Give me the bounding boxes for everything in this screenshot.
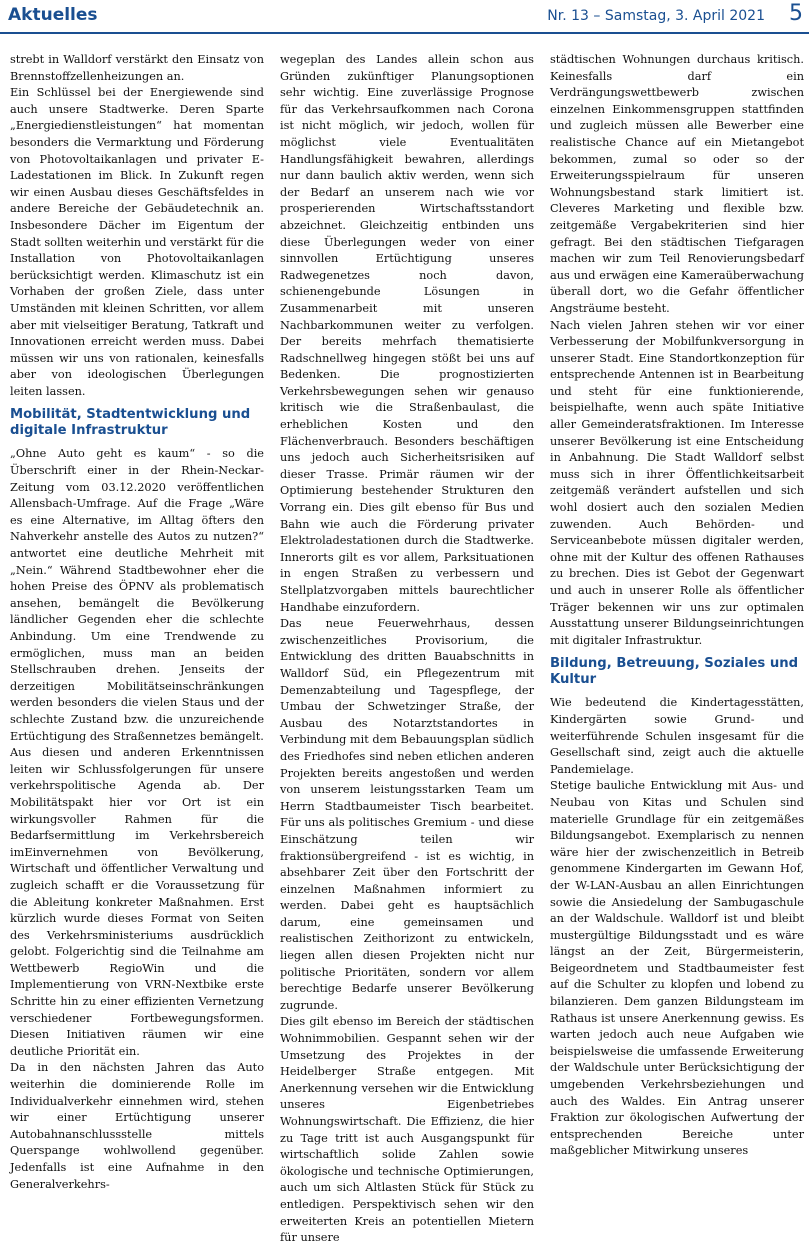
paragraph: Wie bedeutend die Kindertagesstätten, Kindergärten sowie Grund- und weiterführende Schulen insgesamt für die Gesellschaft sind, zeigt auch die aktuelle Pandemielage. [550,696,804,776]
paragraph: städtischen Wohnungen durchaus kritisch. Keinesfalls darf ein Verdrängungswettbewerb zwischen einzelnen Einkommensgruppen stattfinden und zugleich müssen alle Bewerber eine realistische Chance auf ein Mietangebot bekommen, zumal so oder so der Erweiterungsspielraum für unseren Wohnungsbestand stark limitiert ist. Cleveres Marketing und flexible bzw. zeitgemäße Vergabekriterien sind hier gefragt. Bei den städtischen Tiefgaragen machen wir zum Teil Renovierungsbedarf aus und erwägen eine Kameraüberwachung überall dort, wo die Gefahr öffentlicher Angsträume besteht. [550,53,804,315]
page-number: 5 [789,1,803,26]
column-3 [550,52,804,1209]
column-2 [280,52,534,1245]
paragraph: Da in den nächsten Jahren das Auto weiterhin die dominierende Rolle im Individualverkehr einnehmen wird, stehen wir einer Ertüchtigung unserer Autobahnanschlussstelle mittels Querspange wohlwollend gegenüber. Jedenfalls ist eine Aufnahme in den Generalverkehrs- [10,1061,264,1191]
paragraph: strebt in Walldorf verstärkt den Einsatz von Brennstoffzellenheizungen an. [10,53,264,83]
section-title: Aktuelles [8,5,98,25]
page-header [0,0,809,34]
paragraph: Ein Schlüssel bei der Energiewende sind auch unsere Stadtwerke. Deren Sparte „Energiedienstleistungen“ hat momentan besonders die Vermarktung und Förderung von Photovoltaikanlagen und privater E-Ladestationen im Blick. In Zukunft regen wir einen Ausbau dieses Geschäftsfeldes in andere Bereiche der Gebäudetechnik an. Insbesondere Dächer im Eigentum der Stadt sollten weiterhin und verstärkt für die Installation von Photovoltaikanlagen berücksichtigt werden. Klimaschutz ist ein Vorhaben der großen Ziele, dass unter Umständen mit kleinen Schritten, vor allem aber mit vielseitiger Beratung, Tatkraft und Innovationen erreicht werden muss. Dabei müssen wir uns von rationalen, keinesfalls aber von ideologischen Überlegungen leiten lassen. [10,86,264,398]
article-columns [10,52,804,1245]
paragraph: Nach vielen Jahren stehen wir vor einer Verbesserung der Mobilfunkversorgung in unserer Stadt. Eine Standortkonzeption für entsprechende Antennen ist in Bearbeitung und steht für eine funktionierende, beispielhafte, wenn auch späte Initiative aller Gemeinderatsfraktionen. Im Interesse unserer Bevölkerung ist eine Entscheidung in Anbahnung. Die Stadt Walldorf selbst muss sich in ihrer Öffentlichkeitsarbeit zeitgemäß verändert aufstellen und sich wohl dosiert auch den sozialen Medien zuwenden. Auch Behörden- und Serviceanbebote müssen digitaler werden, ohne mit der Kultur des offenen Rathauses zu brechen. Dies ist Gebot der Gegenwart und auch in unserer Rolle als öffentlicher Träger bekennen wir uns zur optimalen Ausstattung unserer Bildungseinrichtungen mit digitaler Infrastruktur. [550,318,804,647]
paragraph: Dies gilt ebenso im Bereich der städtischen Wohnimmobilien. Gespannt sehen wir der Umsetzung des Projektes in der Heidelberger Straße entgegen. Mit Anerkennung versehen wir die Entwicklung unseres Eigenbetriebes Wohnungswirtschaft. Die Effizienz, die hier zu Tage tritt ist auch Ausgangspunkt für wirtschaftlich solide Zahlen sowie ökologische und technische Optimierungen, auch um sich Altlasten Stück für Stück zu entledigen. Perspektivisch sehen wir den erweiterten Kreis an potentiellen Mietern für unsere [280,1015,534,1245]
paragraph: Stetige bauliche Entwicklung mit Aus- und Neubau von Kitas und Schulen sind materielle Grundlage für ein zeitgemäßes Bildungsangebot. Exemplarisch zu nennen wäre hier der zwischenzeitlich in Betreib genommene Kindergarten im Gewann Hof, der W-LAN-Ausbau an allen Einrichtungen sowie die Ansiedelung der Sambugaschule an der Waldschule. Walldorf ist und bleibt mustergültige Bildungsstadt und es wäre längst an der Zeit, Bürgermeisterin, Beigeordnetem und Stadtbaumeister fest auf die Schulter zu klopfen und lobend zu bilanzieren. Dem ganzen Bildungsteam im Rathaus ist unsere Anerkennung gewiss. Es warten jedoch auch neue Aufgaben wie beispielsweise die umfassende Erweiterung der Waldschule unter Berücksichtigung der umgebenden Verkehrsbeziehungen und auch des Waldes. Ein Antrag unserer Fraktion zur ökologischen Aufwertung der entsprechenden Bereiche unter maßgeblicher Mitwirkung unseres [550,779,804,1158]
section-heading-education: Bildung, Betreuung, Soziales und Kultur [550,656,799,688]
paragraph: wegeplan des Landes allein schon aus Gründen zukünftiger Planungsoptionen sehr wichtig. Eine zuverlässige Prognose für das Verkehrsaufkommen nach Corona ist nicht möglich, wir jedoch, wollen für möglichst viele Eventualitäten Handlungsfähigkeit bewahren, allerdings nur dann baulich aktiv werden, wenn sich der Bedarf an unserem nach wie vor prosperierenden Wirtschaftsstandort abzeichnet. Gleichzeitig entbinden uns diese Überlegungen weder von einer sinnvollen Ertüchtigung unseres Radwegenetzes noch davon, schienengebunde Lösungen in Zusammenarbeit mit unseren Nachbarkommunen weiter zu verfolgen. Der bereits mehrfach thematisierte Radschnellweg hingegen stößt bei uns auf Bedenken. Die prognostizierten Verkehrsbewegungen sehen wir genauso kritisch wie die Straßenbaulast, die erheblichen Kosten und den Flächenverbrauch. Besonders beschäftigen uns jedoch auch Sicherheitsrisiken auf dieser Trasse. Primär räumen wir der Optimierung bestehender Strukturen den Vorrang ein. Dies gilt ebenso für Bus und Bahn wie auch die Förderung privater Elektroladestationen durch die Stadtwerke. Innerorts gilt es vor allem, Parksituationen in engen Straßen zu verbessern und Stellplatzvorgaben mittels baurechtlicher Handhabe einzufordern. [280,53,534,614]
section-heading-mobility: Mobilität, Stadtentwicklung und digitale Infrastruktur [10,407,251,439]
paragraph: Aus diesen und anderen Erkenntnissen leiten wir Schlussfolgerungen für unsere verkehrspolitische Agenda ab. Der Mobilitätspakt hier vor Ort ist ein wirkungsvoller Rahmen für die Bedarfsermittlung im Verkehrsbereich imEinvernehmen von Bevölkerung, Wirtschaft und öffentlicher Verwaltung und zugleich schafft er die Voraussetzung für die Ableitung konkreter Maßnahmen. Erst kürzlich wurde dieses Format von Seiten des Verkehrsministeriums ausdrücklich gelobt. Folgerichtig sind die Teilnahme am Wettbewerb RegioWin und die Implementierung von VRN-Nextbike erste Schritte hin zu einer effizienten Vernetzung verschiedener Fortbewegungsformen. Diesen Initiativen räumen wir eine deutliche Priorität ein. [10,746,264,1058]
paragraph: Das neue Feuerwehrhaus, dessen zwischenzeitliches Provisorium, die Entwicklung des dritten Bauabschnitts in Walldorf Süd, ein Pflegezentrum mit Demenzabteilung und Tagespflege, der Umbau der Schwetzinger Straße, der Ausbau des Notarztstandortes in Verbindung mit dem Bebauungsplan südlich des Friedhofes sind neben etlichen anderen Projekten bereits angestoßen und werden von unserem leistungsstarken Team um Herrn Stadtbaumeister Tisch bearbeitet. Für uns als politisches Gremium - und diese Einschätzung teilen wir fraktionsübergreifend - ist es wichtig, in absehbarer Zeit über den Fortschritt der einzelnen Maßnahmen informiert zu werden. Dabei geht es hauptsächlich darum, eine gemeinsamen und realistischen Zeithorizont zu entwickeln, liegen allen diesen Projekten nicht nur politische Prioritäten, sondern vor allem berechtige Bedarfe unserer Bevölkerung zugrunde. [280,617,534,1012]
column-1 [10,52,264,1209]
paragraph: „Ohne Auto geht es kaum“ - so die Überschrift einer in der Rhein-Neckar-Zeitung vom 03.12.2020 veröffentlichen Allensbach-Umfrage. Auf die Frage „Wäre es eine Alternative, im Alltag öfters den Nahverkehr anstelle des Autos zu nutzen?“ antwortet eine deutliche Mehrheit mit „Nein.“ Während Stadtbewohner eher die hohen Preise des ÖPNV als problematisch ansehen, bemängelt die Bevölkerung ländlicher Gegenden eher die schlechte Anbindung. Um eine Trendwende zu ermöglichen, muss man an beiden Stellschrauben drehen. Jenseits der derzeitigen Mobilitätseinschränkungen werden besonders die vielen Staus und der schlechte Zustand bzw. die unzureichende Ertüchtigung des Straßennetzes bemängelt. [10,447,264,743]
issue-date: Nr. 13 – Samstag, 3. April 2021 [547,8,765,24]
